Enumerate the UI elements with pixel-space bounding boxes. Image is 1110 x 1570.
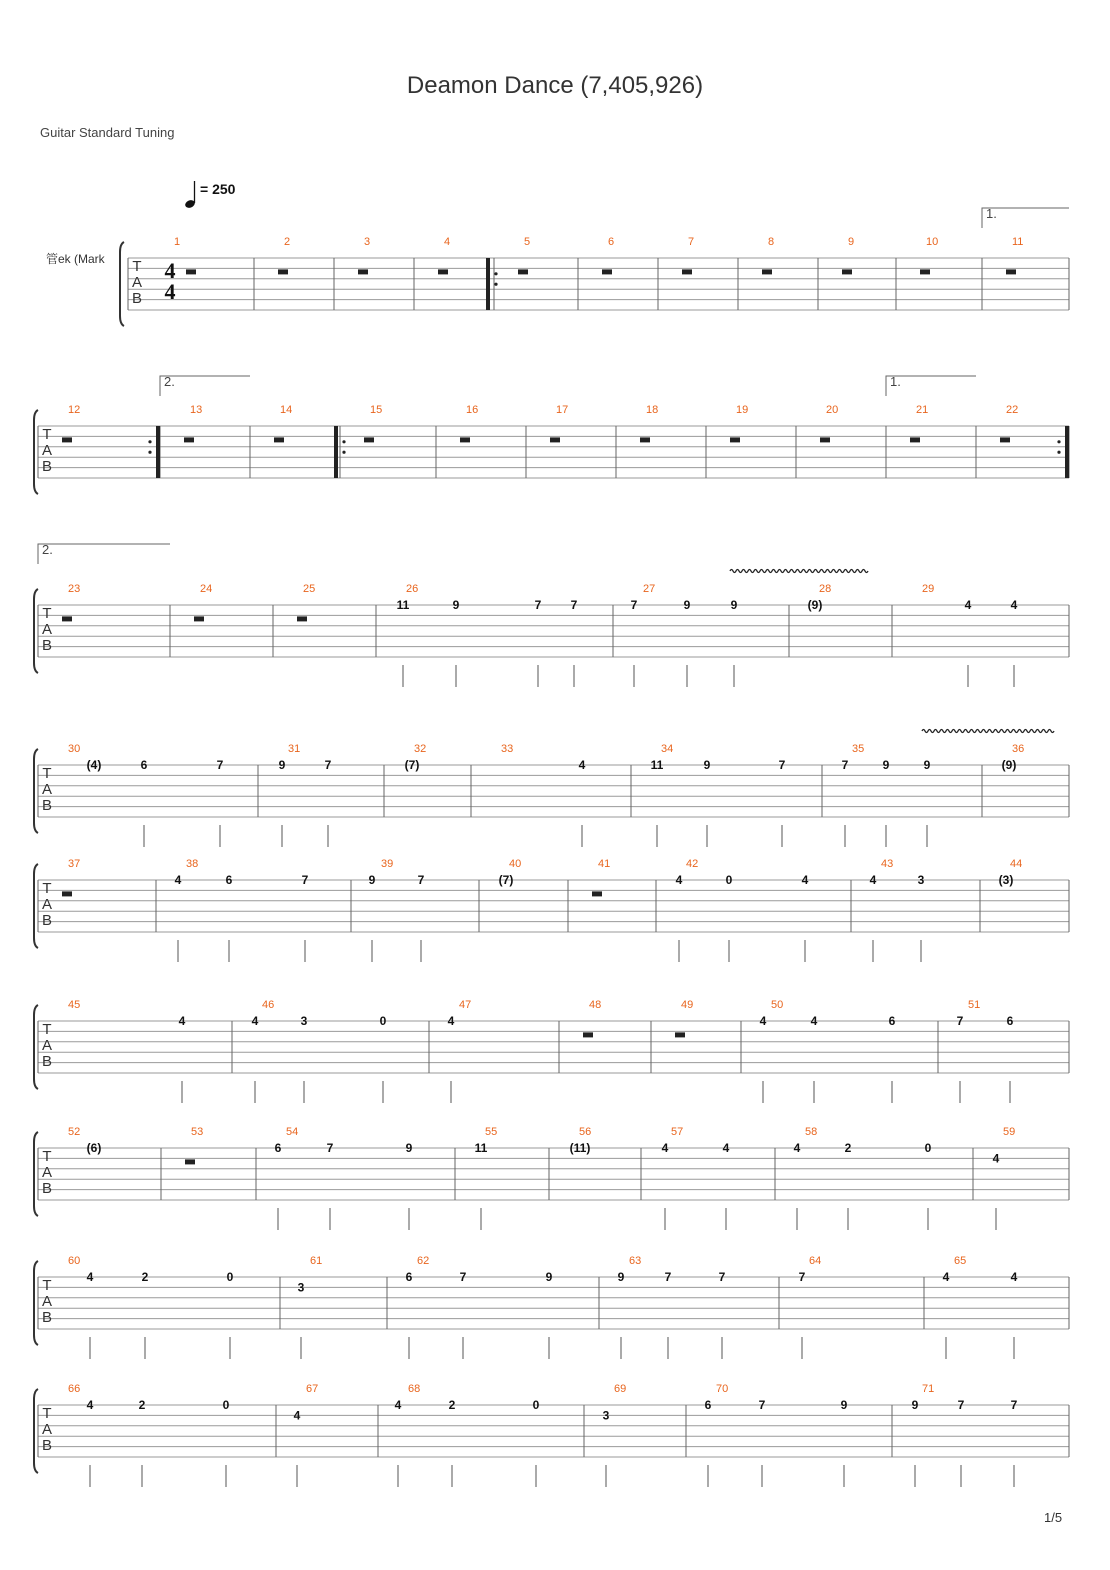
fret-number: 4 (447, 1014, 455, 1028)
fret-number: 3 (917, 873, 925, 887)
fret-number: 7 (1010, 1398, 1018, 1412)
measure-number: 52 (68, 1126, 81, 1138)
fret-number: 6 (888, 1014, 896, 1028)
fret-number: 9 (882, 758, 890, 772)
vibrato-mark (922, 730, 1054, 733)
fret-number: 7 (570, 598, 578, 612)
tab-clef-letter: A (131, 274, 143, 291)
measure-number: 48 (589, 999, 602, 1011)
tab-clef-letter: A (41, 1293, 53, 1310)
measure-number: 31 (288, 743, 301, 755)
whole-rest-icon (1006, 269, 1016, 274)
tempo-label: = 250 (200, 181, 236, 197)
whole-rest-icon (682, 269, 692, 274)
fret-number: 7 (956, 1014, 964, 1028)
tab-clef-letter: T (42, 1277, 52, 1294)
fret-number: 9 (911, 1398, 919, 1412)
repeat-barline (1065, 426, 1069, 478)
tab-clef-letter: T (42, 1405, 52, 1422)
fret-number: 9 (278, 758, 286, 772)
fret-number: 7 (417, 873, 425, 887)
tab-clef-letter: B (41, 1309, 53, 1326)
system-bracket (34, 589, 38, 673)
fret-number: (3) (998, 873, 1014, 887)
fret-number: 9 (368, 873, 376, 887)
repeat-dot (1057, 440, 1060, 443)
measure-number: 35 (852, 743, 865, 755)
measure-number: 53 (191, 1126, 204, 1138)
volta-label: 2. (164, 374, 175, 389)
fret-number: 9 (923, 758, 931, 772)
fret-number: 11 (396, 598, 410, 612)
fret-number: 9 (405, 1141, 413, 1155)
whole-rest-icon (910, 437, 920, 442)
fret-number: 9 (730, 598, 738, 612)
measure-number: 28 (819, 583, 832, 595)
measure-number: 47 (459, 999, 472, 1011)
fret-number: 4 (86, 1270, 94, 1284)
staff-system (34, 410, 1069, 494)
tab-clef-letter: B (41, 912, 53, 929)
fret-number: 0 (924, 1141, 932, 1155)
fret-number: 0 (222, 1398, 230, 1412)
system-bracket (34, 1005, 38, 1089)
measure-number: 29 (922, 583, 935, 595)
fret-number: 9 (545, 1270, 553, 1284)
measure-number: 64 (809, 1255, 822, 1267)
measure-number: 16 (466, 404, 479, 416)
measure-number: 5 (524, 236, 531, 248)
fret-number: 7 (798, 1270, 806, 1284)
fret-number: 7 (630, 598, 638, 612)
measure-number: 33 (501, 743, 514, 755)
measure-number: 58 (805, 1126, 818, 1138)
whole-rest-icon (186, 269, 196, 274)
fret-number: 6 (225, 873, 233, 887)
whole-rest-icon (762, 269, 772, 274)
measure-number: 8 (768, 236, 775, 248)
volta-label: 1. (986, 206, 997, 221)
whole-rest-icon (640, 437, 650, 442)
staff-system (34, 1132, 1069, 1216)
repeat-dot (494, 283, 497, 286)
fret-number: 6 (405, 1270, 413, 1284)
measure-number: 27 (643, 583, 656, 595)
measure-number: 67 (306, 1383, 319, 1395)
measure-number: 59 (1003, 1126, 1016, 1138)
whole-rest-icon (278, 269, 288, 274)
whole-rest-icon (920, 269, 930, 274)
measure-number: 56 (579, 1126, 592, 1138)
measure-number: 63 (629, 1255, 642, 1267)
whole-rest-icon (438, 269, 448, 274)
fret-number: 4 (178, 1014, 186, 1028)
fret-number: 4 (174, 873, 182, 887)
fret-number: 11 (474, 1141, 488, 1155)
fret-number: 6 (704, 1398, 712, 1412)
whole-rest-icon (1000, 437, 1010, 442)
tab-clef-letter: B (41, 797, 53, 814)
repeat-dot (1057, 451, 1060, 454)
whole-rest-icon (518, 269, 528, 274)
system-bracket (120, 242, 124, 326)
system-bracket (34, 749, 38, 833)
fret-number: 0 (532, 1398, 540, 1412)
fret-number: 4 (942, 1270, 950, 1284)
measure-number: 51 (968, 999, 981, 1011)
measure-number: 68 (408, 1383, 421, 1395)
fret-number: 7 (216, 758, 224, 772)
measure-number: 49 (681, 999, 694, 1011)
fret-number: 4 (661, 1141, 669, 1155)
measure-number: 23 (68, 583, 81, 595)
whole-rest-icon (358, 269, 368, 274)
fret-number: 4 (793, 1141, 801, 1155)
measure-number: 22 (1006, 404, 1019, 416)
measure-number: 14 (280, 404, 293, 416)
fret-number: 3 (297, 1280, 305, 1295)
fret-number: 4 (722, 1141, 730, 1155)
measure-number: 18 (646, 404, 659, 416)
fret-number: 6 (274, 1141, 282, 1155)
tab-clef-letter: T (42, 1148, 52, 1165)
fret-number: 4 (964, 598, 972, 612)
repeat-dot (148, 451, 151, 454)
tab-clef-letter: A (41, 1164, 53, 1181)
fret-number: 7 (718, 1270, 726, 1284)
tab-clef-letter: T (132, 258, 142, 275)
measure-number: 3 (364, 236, 371, 248)
whole-rest-icon (62, 437, 72, 442)
system-bracket (34, 864, 38, 948)
fret-number: 6 (1006, 1014, 1014, 1028)
fret-number: 4 (675, 873, 683, 887)
system-bracket (34, 1261, 38, 1345)
measure-number: 10 (926, 236, 939, 248)
tab-clef-letter: A (41, 781, 53, 798)
tab-clef-letter: B (41, 1053, 53, 1070)
fret-number: 4 (293, 1408, 301, 1423)
whole-rest-icon (62, 891, 72, 896)
tab-clef-letter: B (41, 637, 53, 654)
measure-number: 41 (598, 858, 611, 870)
fret-number: 7 (778, 758, 786, 772)
fret-number: 7 (841, 758, 849, 772)
tab-clef-letter: B (41, 1180, 53, 1197)
tab-clef-letter: B (41, 1437, 53, 1454)
time-signature-digit: 4 (164, 258, 176, 283)
measure-number: 15 (370, 404, 383, 416)
measure-number: 65 (954, 1255, 967, 1267)
repeat-dot (494, 272, 497, 275)
tab-clef-letter: A (41, 621, 53, 638)
volta-label: 2. (42, 542, 53, 557)
measure-number: 7 (688, 236, 695, 248)
staff-system (34, 864, 1069, 948)
measure-number: 32 (414, 743, 427, 755)
fret-number: (7) (498, 873, 514, 887)
fret-number: 0 (379, 1014, 387, 1028)
tab-clef-letter: B (41, 458, 53, 475)
tab-clef-letter: A (41, 1037, 53, 1054)
measure-number: 62 (417, 1255, 430, 1267)
repeat-dot (148, 440, 151, 443)
fret-number: 4 (394, 1398, 402, 1412)
measure-number: 39 (381, 858, 394, 870)
whole-rest-icon (274, 437, 284, 442)
whole-rest-icon (194, 616, 204, 621)
measure-number: 1 (174, 236, 181, 248)
fret-number: 4 (801, 873, 809, 887)
measure-number: 61 (310, 1255, 323, 1267)
fret-number: (6) (86, 1141, 102, 1155)
staff-system (34, 749, 1069, 833)
fret-number: 0 (226, 1270, 234, 1284)
measure-number: 55 (485, 1126, 498, 1138)
whole-rest-icon (583, 1032, 593, 1037)
measure-number: 69 (614, 1383, 627, 1395)
fret-number: 4 (869, 873, 877, 887)
whole-rest-icon (592, 891, 602, 896)
measure-number: 4 (444, 236, 451, 248)
fret-number: 3 (300, 1014, 308, 1028)
repeat-barline (334, 426, 338, 478)
measure-number: 50 (771, 999, 784, 1011)
fret-number: 4 (578, 758, 586, 772)
tab-clef-letter: T (42, 1021, 52, 1038)
fret-number: 7 (758, 1398, 766, 1412)
measure-number: 36 (1012, 743, 1025, 755)
vibrato-mark (730, 570, 868, 573)
fret-number: 9 (452, 598, 460, 612)
volta-label: 1. (890, 374, 901, 389)
repeat-barline (156, 426, 160, 478)
fret-number: 7 (301, 873, 309, 887)
tab-clef-letter: B (131, 290, 143, 307)
fret-number: (4) (86, 758, 102, 772)
repeat-dot (342, 440, 345, 443)
whole-rest-icon (185, 1159, 195, 1164)
whole-rest-icon (364, 437, 374, 442)
fret-number: 7 (957, 1398, 965, 1412)
measure-number: 17 (556, 404, 569, 416)
page-number: 1/5 (1044, 1510, 1063, 1525)
fret-number: 4 (810, 1014, 818, 1028)
measure-number: 71 (922, 1383, 935, 1395)
measure-number: 21 (916, 404, 929, 416)
fret-number: 7 (326, 1141, 334, 1155)
track-name: 管ek (Mark (46, 252, 105, 266)
measure-number: 19 (736, 404, 749, 416)
measure-number: 13 (190, 404, 203, 416)
time-signature-digit: 4 (164, 279, 176, 304)
fret-number: (9) (807, 598, 823, 612)
fret-number: (9) (1001, 758, 1017, 772)
fret-number: 4 (1010, 1270, 1018, 1284)
measure-number: 70 (716, 1383, 729, 1395)
fret-number: 11 (650, 758, 664, 772)
measure-number: 37 (68, 858, 81, 870)
measure-number: 30 (68, 743, 81, 755)
whole-rest-icon (550, 437, 560, 442)
whole-rest-icon (297, 616, 307, 621)
fret-number: (11) (569, 1141, 591, 1155)
whole-rest-icon (675, 1032, 685, 1037)
tuning-label: Guitar Standard Tuning (40, 125, 175, 140)
fret-number: 7 (664, 1270, 672, 1284)
measure-number: 25 (303, 583, 316, 595)
system-bracket (34, 410, 38, 494)
fret-number: 9 (840, 1398, 848, 1412)
repeat-dot (342, 451, 345, 454)
measure-number: 45 (68, 999, 81, 1011)
measure-number: 44 (1010, 858, 1023, 870)
fret-number: 7 (459, 1270, 467, 1284)
song-title: Deamon Dance (7,405,926) (406, 72, 704, 99)
whole-rest-icon (602, 269, 612, 274)
whole-rest-icon (460, 437, 470, 442)
tab-clef-letter: T (42, 765, 52, 782)
fret-number: 9 (617, 1270, 625, 1284)
fret-number: 4 (86, 1398, 94, 1412)
tab-clef-letter: A (41, 896, 53, 913)
whole-rest-icon (820, 437, 830, 442)
measure-number: 2 (284, 236, 291, 248)
measure-number: 66 (68, 1383, 81, 1395)
whole-rest-icon (842, 269, 852, 274)
fret-number: 2 (448, 1398, 456, 1412)
measure-number: 20 (826, 404, 839, 416)
measure-number: 38 (186, 858, 199, 870)
measure-number: 34 (661, 743, 674, 755)
fret-number: 4 (251, 1014, 259, 1028)
staff-system (120, 242, 1069, 326)
measure-number: 6 (608, 236, 615, 248)
tab-clef-letter: A (41, 442, 53, 459)
fret-number: 3 (602, 1408, 610, 1423)
fret-number: 2 (141, 1270, 149, 1284)
measure-number: 11 (1012, 236, 1024, 248)
repeat-barline (486, 258, 490, 310)
fret-number: 7 (534, 598, 542, 612)
fret-number: (7) (404, 758, 420, 772)
measure-number: 40 (509, 858, 522, 870)
measure-number: 42 (686, 858, 699, 870)
measure-number: 24 (200, 583, 213, 595)
tab-clef-letter: T (42, 880, 52, 897)
staff-system (34, 589, 1069, 673)
measure-number: 57 (671, 1126, 684, 1138)
whole-rest-icon (184, 437, 194, 442)
measure-number: 43 (881, 858, 894, 870)
volta-bracket (38, 544, 170, 564)
system-bracket (34, 1389, 38, 1473)
fret-number: 4 (992, 1151, 1000, 1166)
measure-number: 9 (848, 236, 855, 248)
fret-number: 9 (683, 598, 691, 612)
tab-clef-letter: A (41, 1421, 53, 1438)
measure-number: 46 (262, 999, 275, 1011)
fret-number: 9 (703, 758, 711, 772)
whole-rest-icon (730, 437, 740, 442)
staff-layout (34, 206, 1069, 1487)
system-bracket (34, 1132, 38, 1216)
measure-number: 26 (406, 583, 419, 595)
measure-number: 12 (68, 404, 81, 416)
fret-number: 7 (324, 758, 332, 772)
fret-number: 6 (140, 758, 148, 772)
measure-number: 60 (68, 1255, 81, 1267)
whole-rest-icon (62, 616, 72, 621)
fret-number: 0 (725, 873, 733, 887)
measure-number: 54 (286, 1126, 299, 1138)
fret-number: 2 (844, 1141, 852, 1155)
fret-number: 2 (138, 1398, 146, 1412)
fret-number: 4 (759, 1014, 767, 1028)
tab-clef-letter: T (42, 605, 52, 622)
tab-clef-letter: T (42, 426, 52, 443)
staff-system (34, 1005, 1069, 1089)
fret-number: 4 (1010, 598, 1018, 612)
